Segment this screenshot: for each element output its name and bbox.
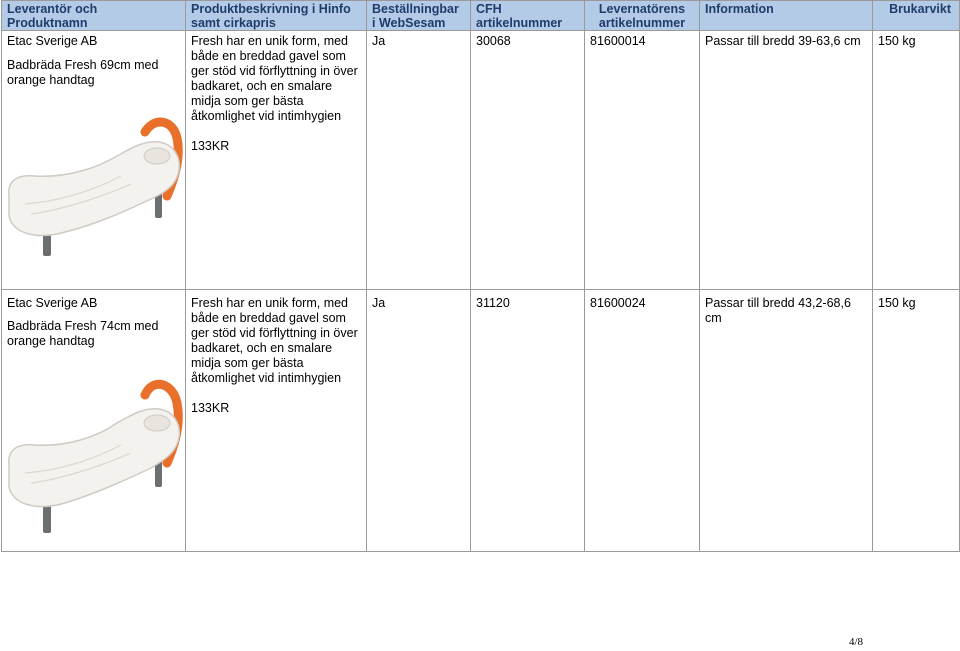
product-name: Badbräda Fresh 69cm med orange handtag [7,58,159,87]
product-description: Fresh har en unik form, med både en breddad gavel som ger stöd vid förflyttning in över badkaret, och en smalare midja som ger bästa åtkomlighet vid intimhygien [191,296,358,385]
cell-supplier-product [2,290,186,552]
header-line: Levernatörens [598,2,686,16]
cell-user-weight [873,290,960,552]
header-description [186,1,367,31]
bath-board-product-image [5,104,185,264]
product-price: 133KR [191,139,230,153]
header-orderable [367,1,471,31]
header-information [700,1,873,31]
cfh-number: 30068 [476,34,511,48]
header-line: i WebSesam [372,16,446,30]
header-row [2,1,960,31]
supplier-article-number: 81600024 [590,296,646,310]
information-text: Passar till bredd 39-63,6 cm [705,34,861,48]
page-number: 4/8 [848,636,863,648]
cell-supplier-article [585,290,700,552]
header-supplier-article [585,1,700,31]
header-line: CFH [476,2,502,16]
cell-orderable [367,290,471,552]
cell-orderable [367,31,471,290]
product-name: Badbräda Fresh 74cm med orange handtag [7,319,159,348]
header-line: Leverantör och [7,2,98,16]
header-supplier-product [2,1,186,31]
header-line: Information [705,2,774,16]
user-weight-value: 150 kg [878,34,916,48]
header-line: Produktbeskrivning i Hinfo [191,2,351,16]
seat-cutout [144,415,170,431]
header-user-weight [873,1,960,31]
supplier-name: Etac Sverige AB [7,296,98,310]
cell-description [186,31,367,290]
product-price: 133KR [191,401,230,415]
cell-information [700,31,873,290]
header-line: samt cirkapris [191,16,276,30]
bath-board-product-image [5,365,185,543]
cell-information [700,290,873,552]
cell-user-weight [873,31,960,290]
header-line: artikelnummer [476,16,563,30]
header-line: Beställningbar [372,2,459,16]
user-weight-value: 150 kg [878,296,916,310]
orderable-value: Ja [372,296,386,310]
product-description: Fresh har en unik form, med både en breddad gavel som ger stöd vid förflyttning in över badkaret, och en smalare midja som ger bästa åtkomlighet vid intimhygien [191,34,358,123]
product-table [1,0,960,552]
cell-supplier-product [2,31,186,290]
cell-supplier-article [585,31,700,290]
header-cfh [471,1,585,31]
seat-cutout [144,148,170,164]
orderable-value: Ja [372,34,386,48]
table-row [2,31,960,290]
supplier-article-number: 81600014 [590,34,646,48]
header-line: artikelnummer [598,16,686,30]
information-text: Passar till bredd 43,2-68,6 cm [705,296,851,325]
cfh-number: 31120 [476,296,510,310]
cell-cfh [471,290,585,552]
table-row [2,290,960,552]
cell-description [186,290,367,552]
cell-cfh [471,31,585,290]
supplier-name: Etac Sverige AB [7,34,98,48]
header-line: Produktnamn [7,16,88,30]
header-line: Brukarvikt [889,2,951,16]
